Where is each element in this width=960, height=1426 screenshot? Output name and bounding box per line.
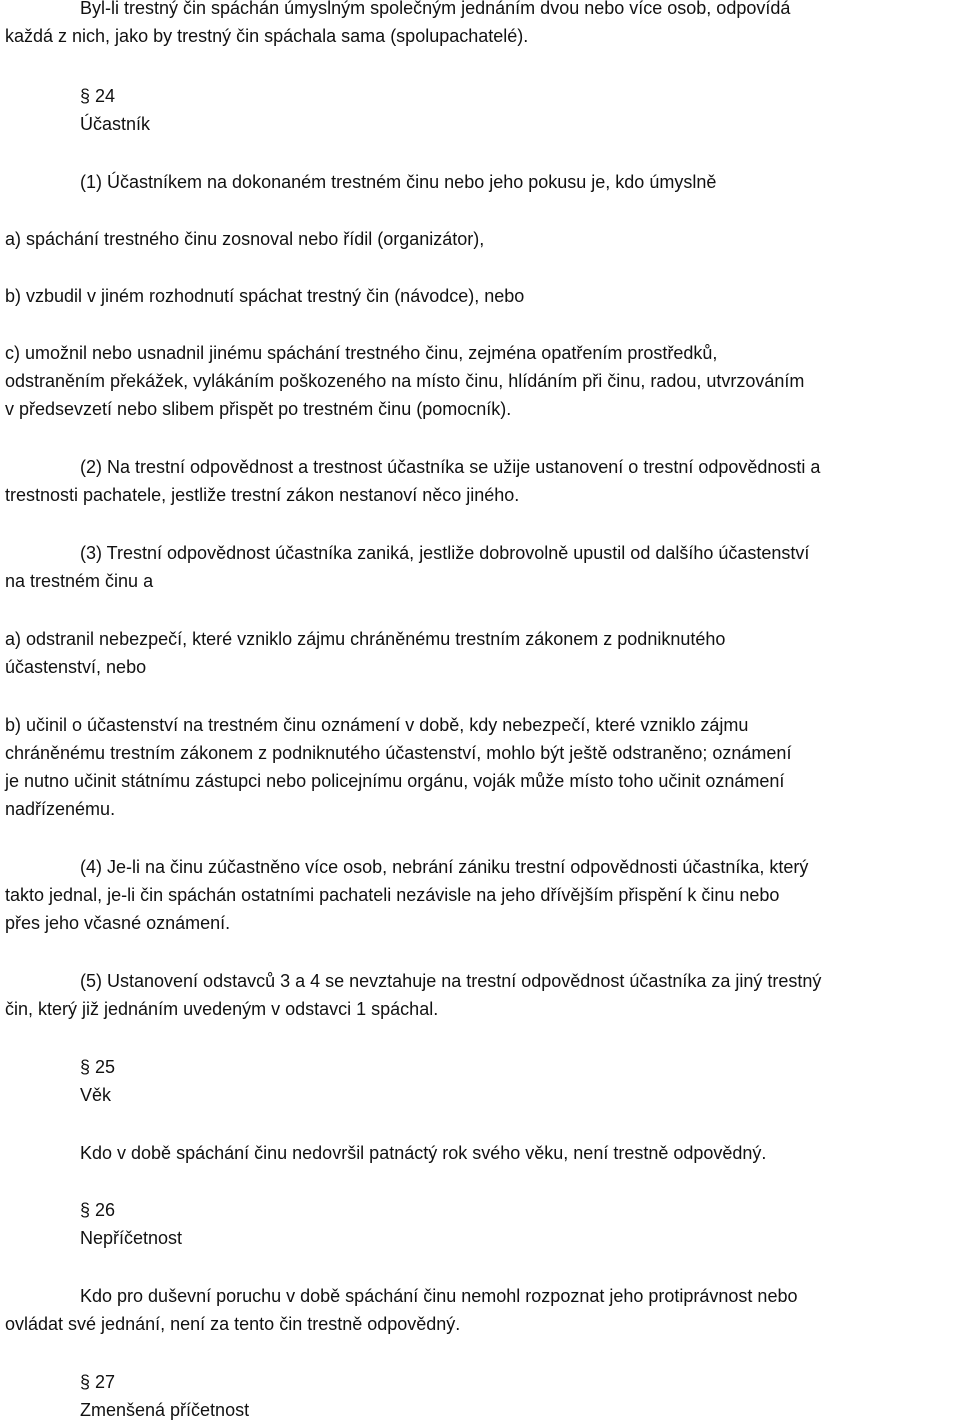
s24-p3-item-b-line-3: je nutno učinit státnímu zástupci nebo policejnímu orgánu, voják může místo toho učinit oznámení — [5, 771, 785, 791]
section-24-number: § 24 — [80, 86, 116, 106]
s24-item-c-line-2: odstraněním překážek, vylákáním poškozeného na místo činu, hlídáním při činu, radou, utvrzováním — [5, 371, 805, 391]
s24-paragraph-3-line-1: (3) Trestní odpovědnost účastníka zaniká, jestliže dobrovolně upustil od dalšího účastenství — [80, 543, 810, 563]
s24-item-b: b) vzbudil v jiném rozhodnutí spáchat trestný čin (návodce), nebo — [5, 286, 525, 306]
s24-paragraph-3-line-2: na trestném činu a — [5, 571, 154, 591]
s24-paragraph-5-line-1: (5) Ustanovení odstavců 3 a 4 se nevztahuje na trestní odpovědnost účastníka za jiný trestný — [80, 971, 822, 991]
section-25-number: § 25 — [80, 1057, 116, 1077]
s24-item-c-line-1: c) umožnil nebo usnadnil jinému spáchání trestného činu, zejména opatřením prostředků, — [5, 343, 718, 363]
s24-p3-item-a-line-1: a) odstranil nebezpečí, které vzniklo zájmu chráněnému trestním zákonem z podniknutého — [5, 629, 726, 649]
s24-p3-item-b-line-1: b) učinil o účastenství na trestném činu oznámení v době, kdy nebezpečí, které vzniklo zájmu — [5, 715, 749, 735]
s24-paragraph-2-line-2: trestnosti pachatele, jestliže trestní zákon nestanoví něco jiného. — [5, 485, 520, 505]
s24-p3-item-b-line-4: nadřízenému. — [5, 799, 116, 819]
s24-paragraph-4-line-3: přes jeho včasné oznámení. — [5, 913, 231, 933]
s24-p3-item-b-line-2: chráněnému trestním zákonem z podniknutého účastenství, mohlo být ještě odstraněno; oznámení — [5, 743, 792, 763]
section-27-heading: Zmenšená příčetnost — [80, 1400, 250, 1420]
s24-item-c-line-3: v předsevzetí nebo slibem přispět po trestném činu (pomocník). — [5, 399, 512, 419]
section-26-text-line-2: ovládat své jednání, není za tento čin trestně odpovědný. — [5, 1314, 461, 1334]
section-24-heading: Účastník — [80, 114, 151, 134]
s24-p3-item-a-line-2: účastenství, nebo — [5, 657, 147, 677]
section-26-number: § 26 — [80, 1200, 116, 1220]
section-25-heading: Věk — [80, 1085, 112, 1105]
s24-item-a: a) spáchání trestného činu zosnoval nebo řídil (organizátor), — [5, 229, 485, 249]
s24-paragraph-4-line-2: takto jednal, je-li čin spáchán ostatními pachateli nezávisle na jeho dřívějším přispění k činu nebo — [5, 885, 780, 905]
intro-line-1: Byl-li trestný čin spáchán úmyslným společným jednáním dvou nebo více osob, odpovídá — [80, 0, 791, 18]
section-25-text: Kdo v době spáchání činu nedovršil patnáctý rok svého věku, není trestně odpovědný. — [80, 1143, 767, 1163]
section-26-heading: Nepříčetnost — [80, 1228, 183, 1248]
s24-paragraph-1: (1) Účastníkem na dokonaném trestném činu nebo jeho pokusu je, kdo úmyslně — [80, 172, 717, 192]
s24-paragraph-2-line-1: (2) Na trestní odpovědnost a trestnost účastníka se užije ustanovení o trestní odpovědnosti a — [80, 457, 821, 477]
section-26-text-line-1: Kdo pro duševní poruchu v době spáchání činu nemohl rozpoznat jeho protiprávnost nebo — [80, 1286, 798, 1306]
s24-paragraph-5-line-2: čin, který již jednáním uvedeným v odstavci 1 spáchal. — [5, 999, 439, 1019]
section-27-number: § 27 — [80, 1372, 116, 1392]
s24-paragraph-4-line-1: (4) Je-li na činu zúčastněno více osob, nebrání zániku trestní odpovědnosti účastníka, který — [80, 857, 809, 877]
intro-line-2: každá z nich, jako by trestný čin spáchala sama (spolupachatelé). — [5, 26, 529, 46]
